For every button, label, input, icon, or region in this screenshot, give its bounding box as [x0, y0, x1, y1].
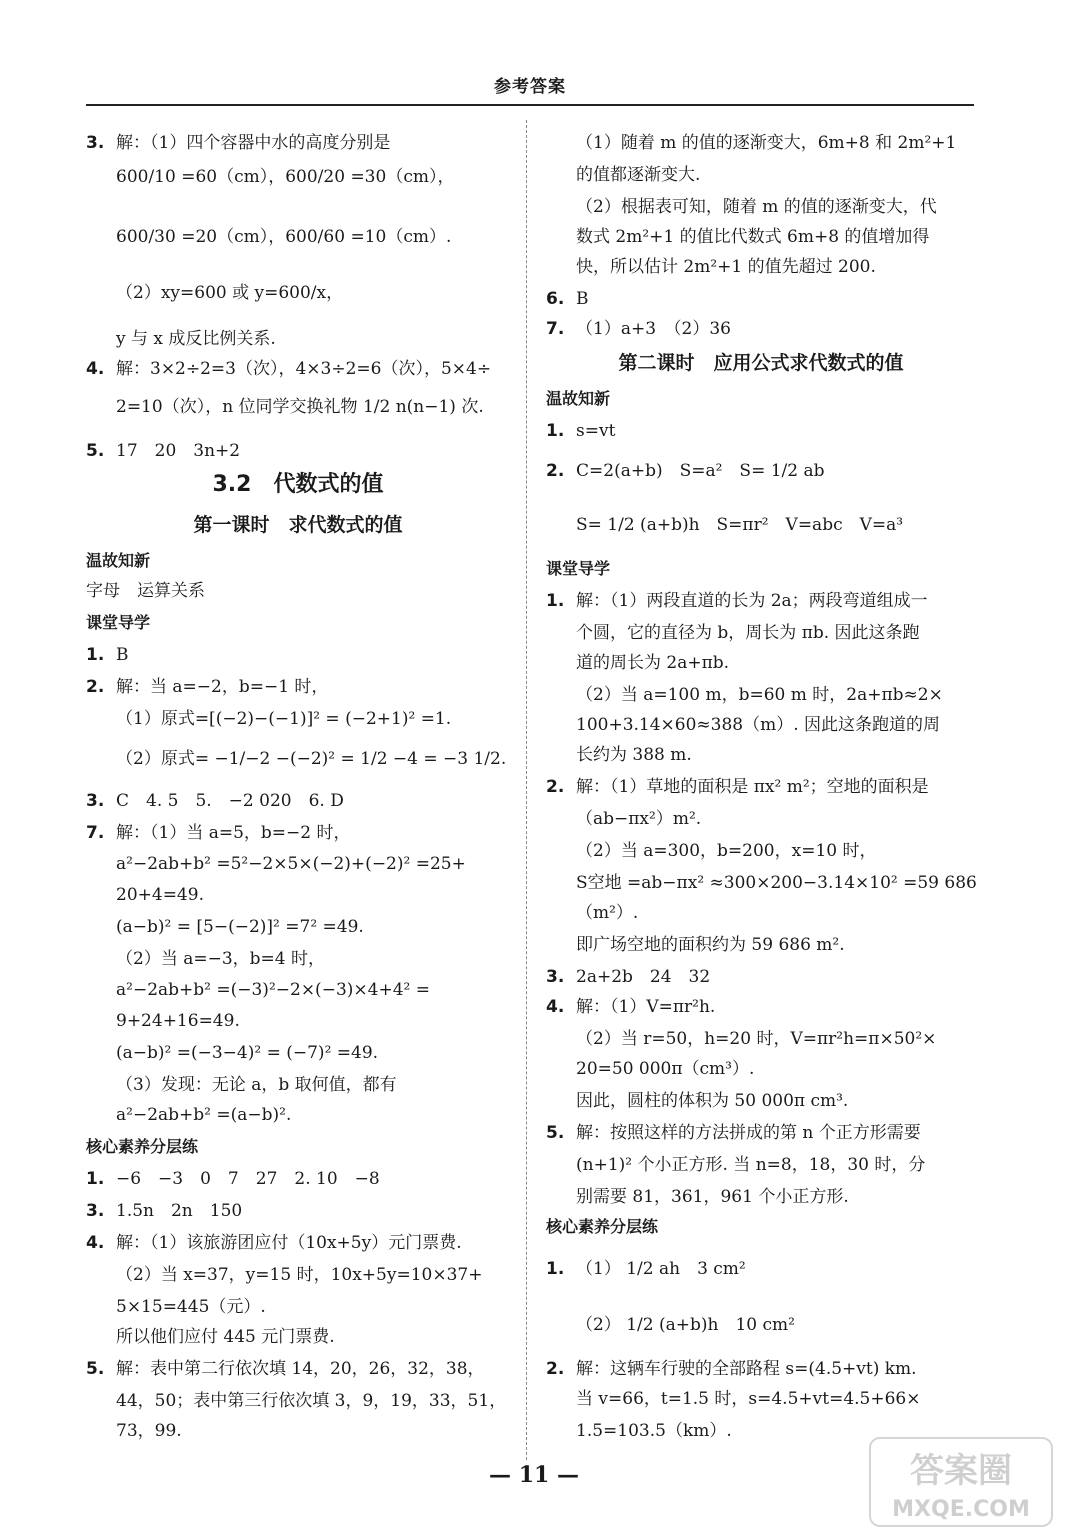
answer-line — [546, 712, 940, 738]
answer-line — [86, 1294, 266, 1320]
answer-text: 1.5n 2n 150 — [116, 1201, 243, 1221]
answer-text: a²−2ab+b² =5²−2×5×(−2)+(−2)² =25+ — [116, 854, 466, 874]
answer-line — [86, 1262, 482, 1288]
answer-text: 2a+2b 24 32 — [576, 967, 711, 987]
answer-text: 长约为 388 m. — [576, 745, 692, 765]
answer-line — [546, 162, 700, 188]
answer-text: S空地 =ab−πx² ≈300×200−3.14×10² =59 686 — [576, 873, 977, 893]
answer-line — [546, 1184, 849, 1210]
question-number: 3. — [86, 133, 105, 153]
answer-text: 73，99. — [116, 1421, 182, 1441]
answer-line — [86, 578, 205, 604]
question-number: 2. — [546, 461, 565, 481]
answer-text: （2）xy=600 或 y=600/x， — [116, 283, 344, 303]
answer-line — [86, 706, 451, 732]
answer-line — [546, 224, 929, 250]
answer-text: （2）当 r=50，h=20 时，V=πr²h=π×50²× — [576, 1029, 937, 1049]
question-number: 3. — [546, 967, 565, 987]
heading-line — [546, 1214, 658, 1240]
answer-line — [546, 1418, 732, 1444]
answer-line — [86, 394, 484, 420]
heading-line — [86, 1134, 198, 1160]
answer-text: 当 v=66，t=1.5 时，s=4.5+vt=4.5+66× — [576, 1389, 921, 1409]
answer-line — [546, 964, 710, 990]
answer-line — [546, 1026, 936, 1052]
heading-line — [86, 548, 150, 574]
answer-text: （2）当 a=100 m，b=60 m 时，2a+πb≈2× — [576, 685, 943, 705]
answer-text: 1.5=103.5（km）. — [576, 1421, 732, 1441]
answer-line — [546, 130, 956, 156]
question-number: 1. — [546, 591, 565, 611]
answer-text: 第一课时 求代数式的值 — [193, 514, 403, 536]
answer-line — [86, 1324, 335, 1350]
answer-line — [546, 418, 615, 444]
answer-text: (a−b)² =(−3−4)² = (−7)² =49. — [116, 1043, 379, 1063]
answer-line — [546, 870, 977, 896]
answer-line — [86, 280, 343, 306]
answer-text: 3.2 代数式的值 — [212, 472, 384, 497]
answer-text: 44，50；表中第三行依次填 3，9，19，33，51， — [116, 1391, 507, 1411]
answer-text: （2） 1/2 (a+b)h 10 cm² — [576, 1315, 795, 1335]
question-number: 5. — [86, 1359, 105, 1379]
watermark-logo — [868, 1436, 1054, 1528]
answer-text: 快，所以估计 2m²+1 的值先超过 200. — [576, 257, 876, 277]
answer-text: (n+1)² 个小正方形. 当 n=8，18，30 时，分 — [576, 1155, 926, 1175]
answer-text: 600/10 =60（cm），600/20 =30（cm）， — [116, 167, 455, 187]
page-number: — 11 — — [489, 1462, 579, 1488]
answer-text: 解：当 a=−2，b=−1 时， — [116, 677, 329, 697]
answer-line — [546, 742, 692, 768]
answer-text: 解：（1）当 a=5，b=−2 时， — [116, 823, 351, 843]
answer-text: 的值都逐渐变大. — [576, 165, 701, 185]
watermark-text-1: 答案圈 — [910, 1451, 1012, 1491]
heading-line — [546, 386, 610, 412]
answer-text: 解：按照这样的方法拼成的第 n 个正方形需要 — [576, 1123, 921, 1143]
answer-text: 解：（1）四个容器中水的高度分别是 — [116, 133, 391, 153]
answer-line — [546, 774, 929, 800]
answer-line — [86, 224, 451, 250]
answer-text: a²−2ab+b² =(a−b)². — [116, 1105, 292, 1125]
answer-text: （1）原式=[(−2)−(−1)]² = (−2+1)² =1. — [116, 709, 452, 729]
answer-line — [546, 1312, 795, 1338]
answer-text: 600/30 =20（cm），600/60 =10（cm）. — [116, 227, 452, 247]
answer-text: （2）根据表可知，随着 m 的值的逐渐变大，代 — [576, 197, 937, 217]
question-number: 2. — [546, 1359, 565, 1379]
answer-line — [546, 994, 715, 1020]
question-number: 7. — [546, 319, 565, 339]
question-number: 1. — [546, 1259, 565, 1279]
answer-line — [546, 900, 638, 926]
answer-text: （1）a+3 （2）36 — [576, 319, 731, 339]
answer-text: 解：（1）该旅游团应付（10x+5y）元门票费. — [116, 1233, 462, 1253]
answer-text: 5×15=445（元）. — [116, 1297, 266, 1317]
heading-line — [86, 610, 150, 636]
answer-text: 解：表中第二行依次填 14，20，26，32，38， — [116, 1359, 485, 1379]
answer-text: 第二课时 应用公式求代数式的值 — [618, 352, 904, 374]
answer-line — [86, 746, 506, 772]
answer-text: （2）当 x=37，y=15 时，10x+5y=10×37+ — [116, 1265, 483, 1285]
answer-line — [86, 326, 276, 352]
answer-text: 道的周长为 2a+πb. — [576, 653, 730, 673]
answer-line — [546, 254, 876, 280]
answer-text: 因此，圆柱的体积为 50 000π cm³. — [576, 1091, 849, 1111]
answer-line — [86, 356, 491, 382]
answer-text: 2=10（次），n 位同学交换礼物 1/2 n(n−1) 次. — [116, 397, 484, 417]
answer-line — [546, 1056, 754, 1082]
answer-line — [546, 838, 877, 864]
answer-text: C 4. 5 5. −2 020 6. D — [116, 791, 344, 811]
answer-line — [546, 194, 937, 220]
answer-line — [546, 682, 943, 708]
answer-text: 100+3.14×60≈388（m）. 因此这条跑道的周 — [576, 715, 941, 735]
answer-line — [546, 1120, 921, 1146]
answer-text: 课堂导学 — [546, 559, 611, 578]
question-number: 1. — [86, 645, 105, 665]
answer-line — [546, 1356, 917, 1382]
answer-line — [86, 1040, 378, 1066]
answer-line — [546, 620, 920, 646]
question-number: 1. — [86, 1169, 105, 1189]
answer-line — [86, 1198, 242, 1224]
answer-text: 20=50 000π（cm³）. — [576, 1059, 755, 1079]
answer-text: 解：（1）草地的面积是 πx² m²；空地的面积是 — [576, 777, 929, 797]
question-number: 3. — [86, 791, 105, 811]
answer-line — [86, 1356, 485, 1382]
question-number: 2. — [86, 677, 105, 697]
answer-line — [546, 1152, 925, 1178]
question-number: 3. — [86, 1201, 105, 1221]
answer-text: 9+24+16=49. — [116, 1011, 240, 1031]
answer-line — [86, 914, 364, 940]
answer-text: S= 1/2 (a+b)h S=πr² V=abc V=a³ — [576, 515, 904, 535]
answer-line — [546, 316, 731, 342]
answer-line — [86, 1230, 462, 1256]
question-number: 6. — [546, 289, 565, 309]
question-number: 1. — [546, 421, 565, 441]
answer-line — [86, 977, 430, 1003]
question-number: 4. — [86, 359, 105, 379]
question-number: 7. — [86, 823, 105, 843]
answer-line — [546, 806, 701, 832]
answer-line — [86, 1072, 397, 1098]
answer-line — [86, 438, 240, 464]
answer-line — [86, 1102, 291, 1128]
answer-line — [86, 130, 390, 156]
answer-line — [546, 1256, 746, 1282]
answer-line — [546, 588, 928, 614]
answer-line — [546, 512, 903, 538]
watermark-text-2: MXQE.COM — [892, 1497, 1030, 1522]
answer-line — [86, 882, 204, 908]
answer-text: 核心素养分层练 — [86, 1137, 199, 1156]
answer-line — [86, 642, 129, 668]
question-number: 5. — [546, 1123, 565, 1143]
answer-text: 17 20 3n+2 — [116, 441, 241, 461]
answer-line — [86, 1166, 380, 1192]
answer-text: 温故知新 — [86, 551, 151, 570]
answer-line — [86, 674, 328, 700]
answer-text: s=vt — [576, 421, 616, 441]
answer-text: （2）当 a=300，b=200，x=10 时， — [576, 841, 877, 861]
answer-text: 个圆，它的直径为 b，周长为 πb. 因此这条跑 — [576, 623, 920, 643]
answer-line — [546, 650, 729, 676]
answer-text: C=2(a+b) S=a² S= 1/2 ab — [576, 461, 825, 481]
heading-line — [546, 350, 976, 376]
answer-text: 字母 运算关系 — [86, 581, 205, 601]
answer-text: 解：（1）V=πr²h. — [576, 997, 716, 1017]
header-rule — [86, 104, 974, 106]
answer-line — [546, 458, 825, 484]
page-header-title: 参考答案 — [494, 77, 566, 97]
answer-text: 数式 2m²+1 的值比代数式 6m+8 的值增加得 — [576, 227, 930, 247]
answer-line — [86, 946, 325, 972]
answer-text: 核心素养分层练 — [546, 1217, 659, 1236]
answer-line — [546, 1088, 848, 1114]
answer-text: （1） 1/2 ah 3 cm² — [576, 1259, 746, 1279]
answer-text: （2）原式= −1/−2 −(−2)² = 1/2 −4 = −3 1/2. — [116, 749, 507, 769]
heading-line — [86, 472, 510, 498]
answer-text: −6 −3 0 7 27 2. 10 −8 — [116, 1169, 380, 1189]
answer-text: 解：这辆车行驶的全部路程 s=(4.5+vt) km. — [576, 1359, 917, 1379]
column-divider — [526, 120, 527, 1460]
answer-line — [86, 164, 454, 190]
heading-line — [86, 512, 510, 538]
answer-line — [86, 1008, 240, 1034]
answer-line — [546, 286, 589, 312]
answer-line — [86, 1388, 506, 1414]
question-number: 2. — [546, 777, 565, 797]
heading-line — [546, 556, 610, 582]
answer-text: 所以他们应付 445 元门票费. — [116, 1327, 335, 1347]
answer-text: 别需要 81，361，961 个小正方形. — [576, 1187, 849, 1207]
answer-text: B — [116, 645, 129, 665]
answer-text: 解：（1）两段直道的长为 2a；两段弯道组成一 — [576, 591, 928, 611]
answer-text: 解：3×2÷2=3（次），4×3÷2=6（次），5×4÷ — [116, 359, 492, 379]
answer-text: （1）随着 m 的值的逐渐变大，6m+8 和 2m²+1 — [576, 133, 957, 153]
answer-text: a²−2ab+b² =(−3)²−2×(−3)×4+4² = — [116, 980, 430, 1000]
question-number: 4. — [86, 1233, 105, 1253]
answer-text: 温故知新 — [546, 389, 611, 408]
answer-line — [86, 851, 466, 877]
answer-text: （m²）. — [576, 903, 639, 923]
answer-line — [86, 788, 344, 814]
answer-text: （2）当 a=−3，b=4 时， — [116, 949, 326, 969]
answer-text: （ab−πx²）m². — [576, 809, 702, 829]
answer-text: y 与 x 成反比例关系. — [116, 329, 276, 349]
question-number: 5. — [86, 441, 105, 461]
answer-text: (a−b)² = [5−(−2)]² =7² =49. — [116, 917, 364, 937]
answer-line — [546, 1386, 920, 1412]
answer-text: 课堂导学 — [86, 613, 151, 632]
answer-text: B — [576, 289, 589, 309]
answer-text: 即广场空地的面积约为 59 686 m². — [576, 935, 845, 955]
answer-line — [86, 1418, 182, 1444]
question-number: 4. — [546, 997, 565, 1017]
answer-text: 20+4=49. — [116, 885, 204, 905]
answer-line — [86, 820, 351, 846]
answer-text: （3）发现：无论 a，b 取何值，都有 — [116, 1075, 397, 1095]
answer-line — [546, 932, 845, 958]
